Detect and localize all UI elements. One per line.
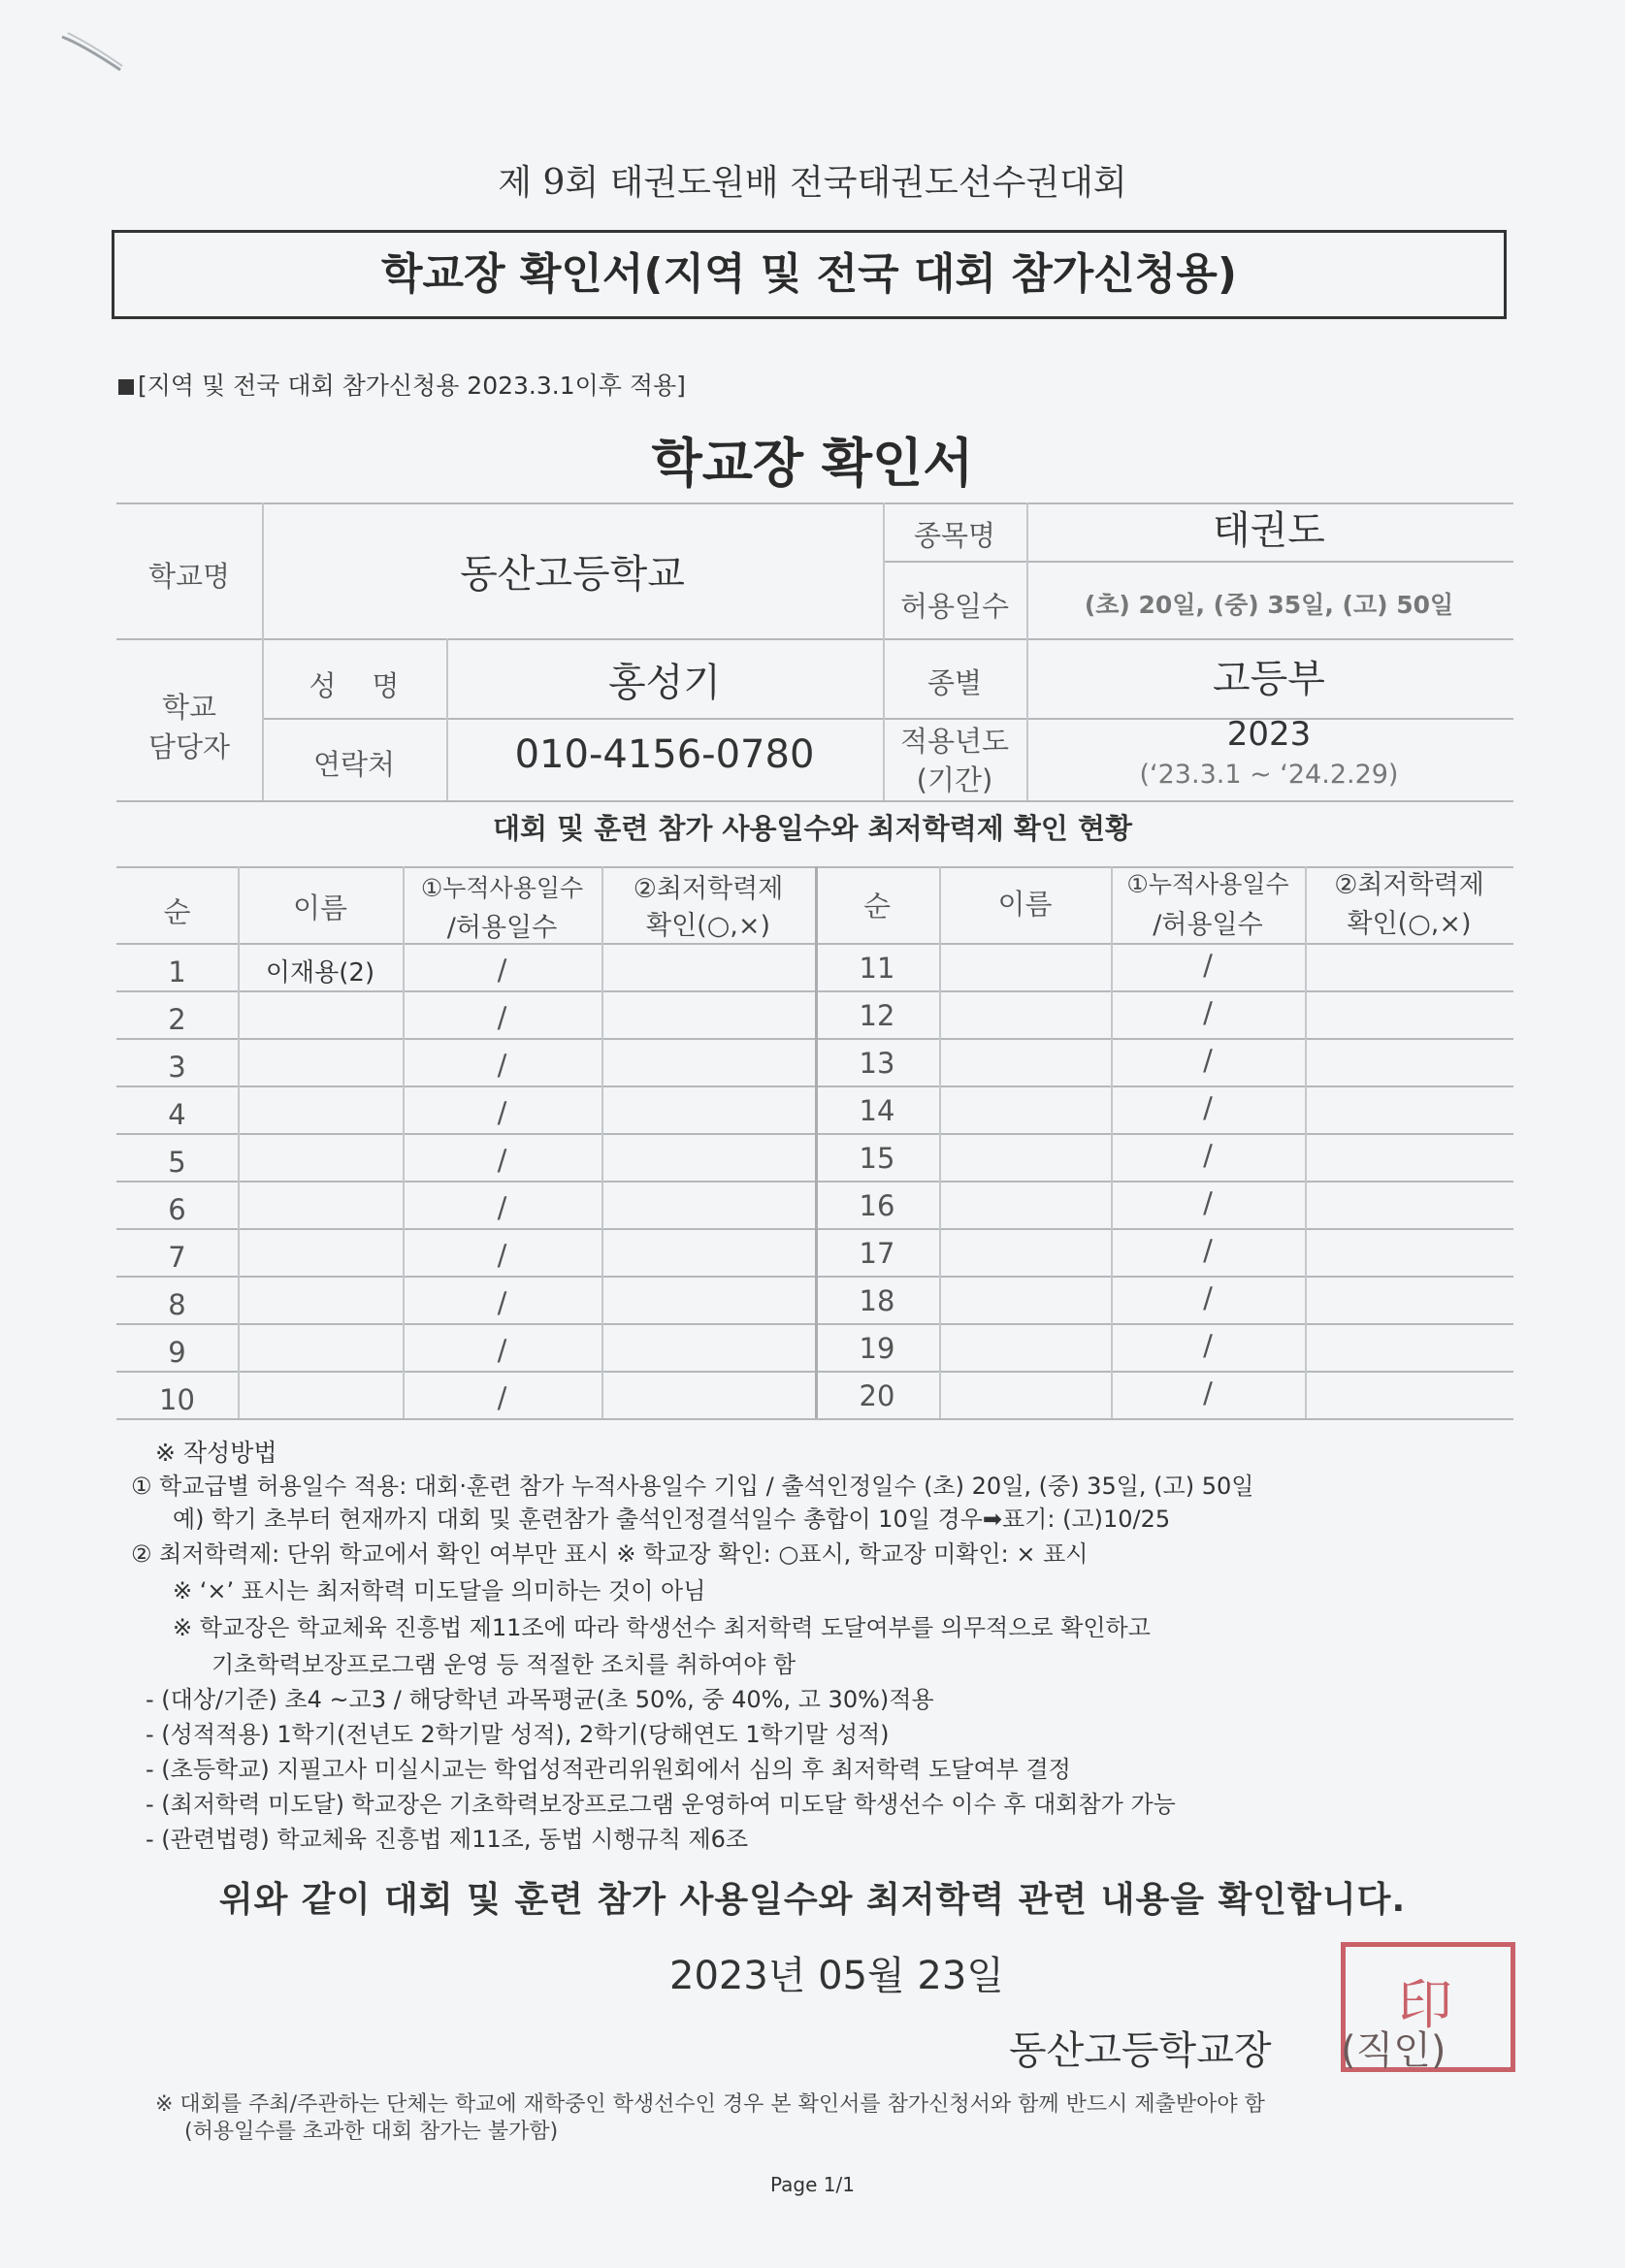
instruction-line-8: - (성적적용) 1학기(전년도 2학기말 성적), 2학기(당해연도 1학기말 성적) [146, 1721, 890, 1748]
row-days: / [497, 1191, 507, 1224]
row-days: / [1203, 1044, 1213, 1077]
instruction-line-6: 기초학력보장프로그램 운영 등 적절한 조치를 취하여야 함 [211, 1651, 796, 1678]
school-value: 동산고등학교 [460, 552, 685, 597]
paper-clip-icon [58, 27, 126, 76]
division-value: 고등부 [1213, 657, 1325, 701]
instruction-line-5: ※ 학교장은 학교체육 진흥법 제11조에 따라 학생선수 최저학력 도달여부를 의무적으로 확인하고 [173, 1614, 1151, 1641]
row-days: / [497, 1286, 507, 1319]
name-value: 홍성기 [608, 661, 721, 705]
info-line-sport [883, 561, 1513, 563]
header-check-left-2: 확인(○,×) [646, 911, 770, 941]
header-days-left-2: /허용일수 [446, 913, 558, 943]
row-num: 14 [859, 1094, 895, 1127]
name-label: 성 명 [309, 669, 400, 702]
row-num: 10 [159, 1383, 195, 1416]
section-title: 대회 및 훈련 참가 사용일수와 최저학력제 확인 현황 [493, 812, 1132, 845]
row-days: / [497, 1049, 507, 1082]
row-days: / [497, 1381, 507, 1414]
row-days: / [497, 1144, 507, 1177]
seal-label: (직인) [1341, 2028, 1446, 2073]
header-name-left: 이름 [292, 891, 348, 924]
usage-vline-3 [601, 866, 603, 1418]
instruction-line-4: ※ ‘×’ 표시는 최저학력 미도달을 의미하는 것이 아님 [173, 1577, 706, 1604]
manager-label-1: 학교 [161, 691, 217, 724]
instructions-heading: ※ 작성방법 [155, 1439, 277, 1467]
row-days: / [1203, 1329, 1213, 1362]
row-num: 7 [168, 1241, 186, 1274]
row-days: / [1203, 1281, 1213, 1314]
allowed-label: 허용일수 [899, 590, 1010, 623]
usage-vline-1 [238, 866, 240, 1418]
usage-border-bottom [116, 1418, 1513, 1420]
instruction-line-7: - (대상/기준) 초4 ~고3 / 해당학년 과목평균(초 50%, 중 40%, 고 30%)적용 [146, 1686, 934, 1713]
row-num: 19 [859, 1332, 895, 1365]
main-title-box [112, 230, 1507, 319]
event-title: 제 9회 태권도원배 전국태권도선수권대회 [498, 163, 1127, 203]
row-days: / [497, 1239, 507, 1272]
row-days: / [1203, 1139, 1213, 1172]
header-check-left-1: ②최저학력제 [633, 874, 784, 904]
year-value: 2023 [1226, 715, 1312, 754]
usage-vline-6 [1305, 866, 1307, 1418]
main-title: 학교장 확인서(지역 및 전국 대회 참가신청용) [381, 249, 1237, 299]
header-num-right: 순 [862, 890, 891, 923]
row-days: / [1203, 1186, 1213, 1219]
row-days: / [1203, 996, 1213, 1029]
row-days: / [1203, 949, 1213, 982]
usage-vline-4 [939, 866, 941, 1418]
year-label-2: (기간) [916, 763, 993, 796]
info-line-mid [116, 638, 1513, 640]
instruction-line-2: 예) 학기 초부터 현재까지 대회 및 훈련참가 출석인정결석일수 총합이 10일 경우➡표기: (고)10/25 [173, 1506, 1171, 1533]
notice-text: [지역 및 전국 대회 참가신청용 2023.3.1이후 적용] [138, 372, 686, 400]
header-days-left-1: ①누적사용일수 [420, 874, 584, 902]
row-days: / [497, 1001, 507, 1034]
instruction-line-3: ② 최저학력제: 단위 학교에서 확인 여부만 표시 ※ 학교장 확인: ○표시, 학교장 미확인: × 표시 [131, 1540, 1089, 1568]
principal-name: 동산고등학교장 [1009, 2028, 1272, 2073]
header-num-left: 순 [163, 895, 191, 928]
sport-value: 태권도 [1213, 508, 1325, 553]
notice-line [118, 367, 686, 402]
header-name-right: 이름 [997, 888, 1053, 921]
row-num: 17 [859, 1237, 895, 1270]
row-num: 15 [859, 1142, 895, 1175]
allowed-value: (초) 20일, (중) 35일, (고) 50일 [1084, 591, 1454, 619]
year-label-1: 적용년도 [899, 725, 1010, 758]
year-period: (‘23.3.1 ~ ‘24.2.29) [1139, 760, 1399, 790]
row-num: 5 [168, 1146, 186, 1179]
header-check-right-1: ②최저학력제 [1334, 870, 1484, 900]
row-num: 13 [859, 1047, 895, 1080]
header-check-right-2: 확인(○,×) [1347, 909, 1472, 939]
header-days-right-2: /허용일수 [1153, 910, 1263, 940]
row-name: 이재용(2) [265, 958, 375, 988]
page-number: Page 1/1 [770, 2173, 855, 2196]
info-line-manager [262, 718, 883, 720]
row-num: 1 [168, 956, 186, 988]
footnote-1: ※ 대회를 주최/주관하는 단체는 학교에 재학중인 학생선수인 경우 본 확인서를 참가신청서와 함께 반드시 제출받아야 함 [155, 2092, 1265, 2117]
instruction-line-10: - (최저학력 미도달) 학교장은 기초학력보장프로그램 운영하여 미도달 학생선수 이수 후 대회참가 가능 [146, 1791, 1176, 1818]
row-days: / [1203, 1377, 1213, 1409]
row-days: / [1203, 1091, 1213, 1124]
row-num: 18 [859, 1284, 895, 1317]
square-bullet-icon [118, 379, 134, 395]
row-num: 12 [859, 999, 895, 1032]
row-days: / [497, 1334, 507, 1367]
seal-text: 印 [1398, 1974, 1458, 2037]
contact-value: 010-4156-0780 [514, 732, 815, 777]
sport-label: 종목명 [913, 519, 996, 552]
row-num: 3 [168, 1051, 186, 1084]
school-label: 학교명 [147, 560, 231, 593]
row-num: 4 [168, 1098, 186, 1131]
contact-label: 연락처 [312, 748, 396, 781]
row-days: / [497, 1096, 507, 1129]
instruction-line-9: - (초등학교) 지필고사 미실시교는 학업성적관리위원회에서 심의 후 최저학력 도달여부 결정 [146, 1756, 1071, 1783]
row-days: / [1203, 1234, 1213, 1267]
footnote-2: (허용일수를 초과한 대회 참가는 불가함) [184, 2120, 559, 2144]
confirm-statement: 위와 같이 대회 및 훈련 참가 사용일수와 최저학력 관련 내용을 확인합니다. [218, 1880, 1407, 1920]
info-border-bottom [116, 800, 1513, 802]
row-num: 16 [859, 1189, 895, 1222]
row-num: 9 [168, 1336, 186, 1369]
form-title: 학교장 확인서 [651, 433, 974, 494]
row-num: 2 [168, 1003, 186, 1036]
division-label: 종별 [926, 666, 983, 699]
instruction-line-11: - (관련법령) 학교체육 진흥법 제11조, 동법 시행규칙 제6조 [146, 1826, 749, 1853]
manager-label-2: 담당자 [147, 730, 231, 763]
header-days-right-1: ①누적사용일수 [1126, 870, 1289, 898]
instruction-line-1: ① 학교급별 허용일수 적용: 대회·훈련 참가 누적사용일수 기입 / 출석인정일수 (초) 20일, (중) 35일, (고) 50일 [131, 1473, 1254, 1500]
row-days: / [497, 954, 507, 987]
row-num: 20 [859, 1379, 895, 1412]
issue-date: 2023년 05월 23일 [669, 1954, 1004, 1998]
row-num: 6 [168, 1193, 186, 1226]
row-num: 11 [859, 952, 895, 985]
row-num: 8 [168, 1288, 186, 1321]
